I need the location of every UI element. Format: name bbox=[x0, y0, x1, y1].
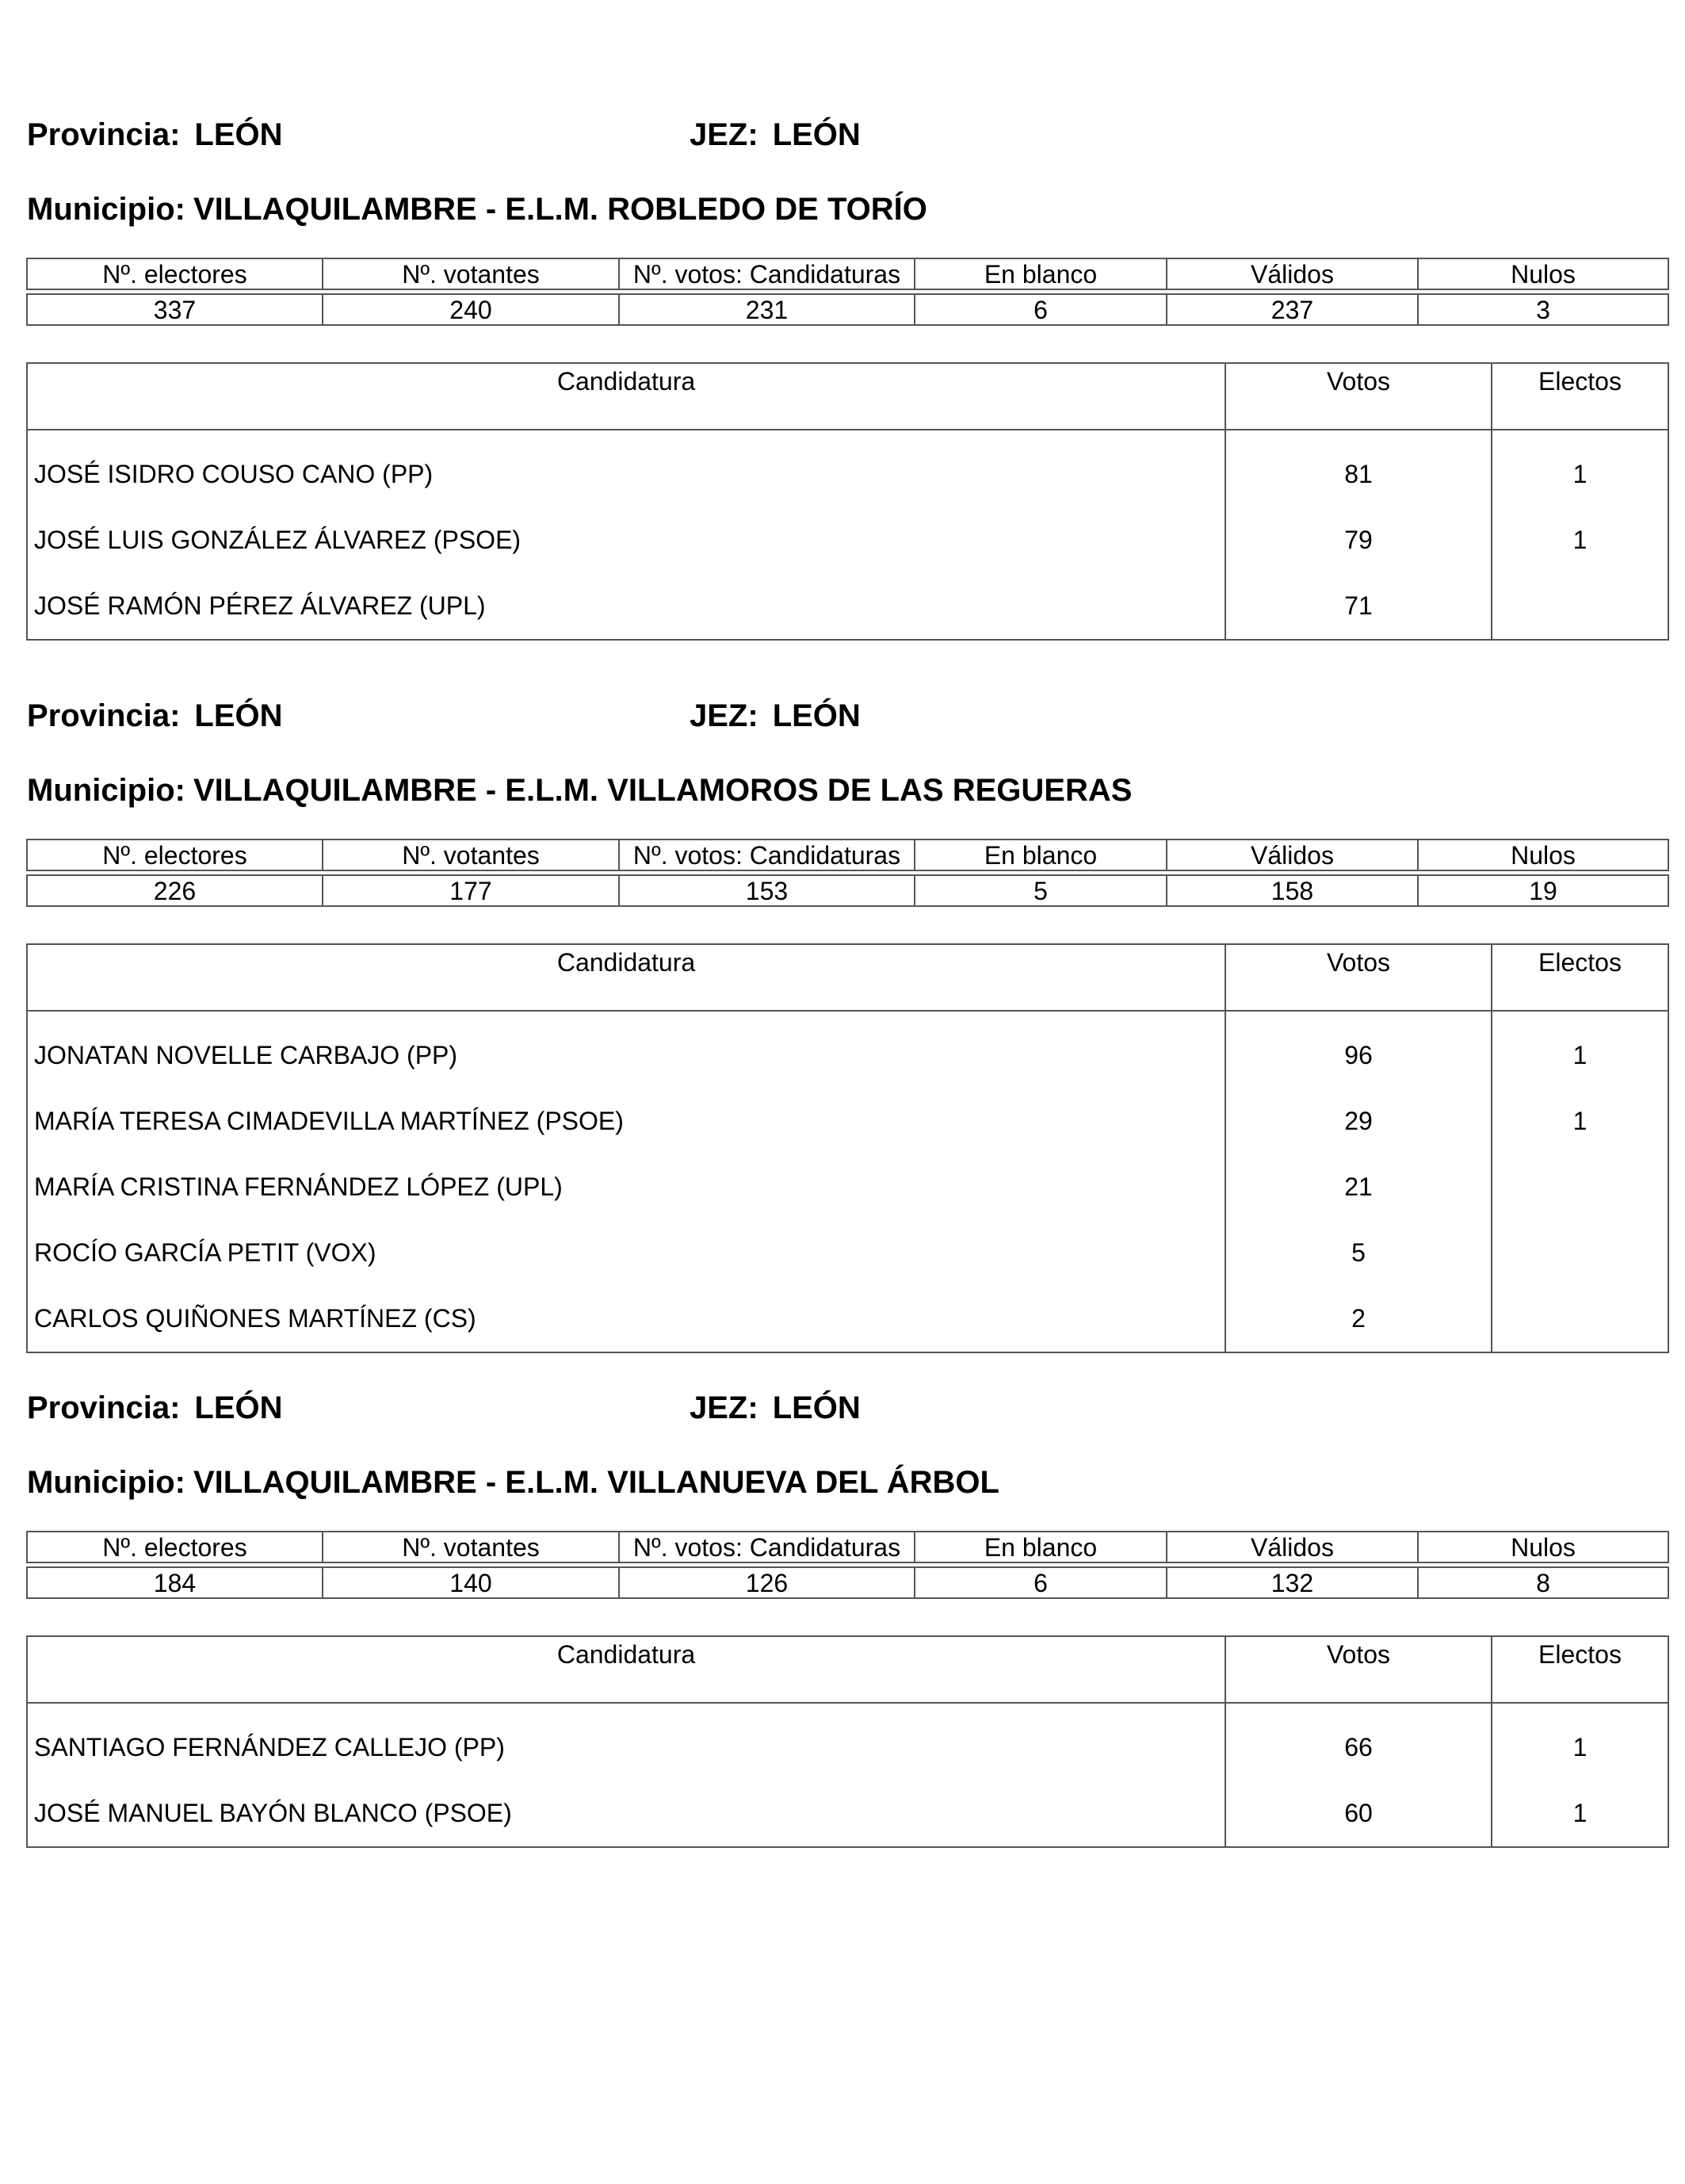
summary-header-cell: Nº. votantes bbox=[323, 840, 619, 870]
candidate-row bbox=[27, 1088, 1668, 1154]
electos-header: Electos bbox=[1492, 1636, 1668, 1703]
summary-value-cell: 5 bbox=[915, 875, 1167, 906]
summary-value-cell: 126 bbox=[619, 1567, 915, 1598]
candidates-table bbox=[26, 943, 1669, 1353]
summary-value-cell: 153 bbox=[619, 875, 915, 906]
summary-value-cell: 6 bbox=[915, 1567, 1167, 1598]
summary-value-cell: 158 bbox=[1167, 875, 1418, 906]
candidate-row bbox=[27, 430, 1668, 507]
votos-header: Votos bbox=[1225, 363, 1492, 430]
summary-values-row bbox=[27, 875, 1668, 906]
candidates-header-row bbox=[27, 1636, 1668, 1703]
summary-values-row bbox=[27, 1567, 1668, 1598]
summary-value-cell: 3 bbox=[1418, 294, 1668, 325]
summary-value-cell: 177 bbox=[323, 875, 619, 906]
summary-value-cell: 337 bbox=[27, 294, 323, 325]
municipio-heading: Municipio: VILLAQUILAMBRE - E.L.M. VILLANUEVA DEL ÁRBOL bbox=[27, 1465, 999, 1500]
summary-table bbox=[26, 1531, 1669, 1599]
electos-header: Electos bbox=[1492, 944, 1668, 1011]
candidate-name: MARÍA CRISTINA FERNÁNDEZ LÓPEZ (UPL) bbox=[27, 1154, 1225, 1220]
candidate-votes: 2 bbox=[1225, 1286, 1492, 1352]
summary-value-cell: 226 bbox=[27, 875, 323, 906]
provincia-heading: Provincia: LEÓN bbox=[27, 698, 283, 733]
candidate-name: JOSÉ RAMÓN PÉREZ ÁLVAREZ (UPL) bbox=[27, 573, 1225, 640]
candidates-header-row bbox=[27, 363, 1668, 430]
candidate-electos bbox=[1492, 573, 1668, 640]
summary-header-cell: Nº. electores bbox=[27, 258, 323, 289]
summary-header-cell: En blanco bbox=[915, 258, 1167, 289]
candidate-electos: 1 bbox=[1492, 1011, 1668, 1088]
municipio-heading: Municipio: VILLAQUILAMBRE - E.L.M. ROBLEDO DE TORÍO bbox=[27, 192, 927, 227]
provincia-heading: Provincia: LEÓN bbox=[27, 1390, 283, 1425]
candidate-row bbox=[27, 1703, 1668, 1780]
summary-header-cell: Nº. votos: Candidaturas bbox=[619, 258, 915, 289]
candidate-name: JONATAN NOVELLE CARBAJO (PP) bbox=[27, 1011, 1225, 1088]
candidate-electos: 1 bbox=[1492, 1780, 1668, 1847]
jez-heading: JEZ: LEÓN bbox=[690, 117, 861, 152]
summary-table bbox=[26, 258, 1669, 326]
provincia-heading: Provincia: LEÓN bbox=[27, 117, 283, 152]
summary-header-cell: Nulos bbox=[1418, 1532, 1668, 1562]
candidate-name: JOSÉ ISIDRO COUSO CANO (PP) bbox=[27, 430, 1225, 507]
summary-header-cell: Válidos bbox=[1167, 258, 1418, 289]
summary-value-cell: 231 bbox=[619, 294, 915, 325]
summary-value-cell: 6 bbox=[915, 294, 1167, 325]
summary-value-cell: 132 bbox=[1167, 1567, 1418, 1598]
candidate-votes: 21 bbox=[1225, 1154, 1492, 1220]
summary-value-cell: 237 bbox=[1167, 294, 1418, 325]
candidate-row bbox=[27, 1011, 1668, 1088]
candidate-row bbox=[27, 507, 1668, 573]
candidate-electos: 1 bbox=[1492, 1703, 1668, 1780]
candidatura-header: Candidatura bbox=[27, 944, 1225, 1011]
candidate-votes: 66 bbox=[1225, 1703, 1492, 1780]
candidate-name: JOSÉ MANUEL BAYÓN BLANCO (PSOE) bbox=[27, 1780, 1225, 1847]
candidate-row bbox=[27, 1154, 1668, 1220]
summary-value-cell: 140 bbox=[323, 1567, 619, 1598]
votos-header: Votos bbox=[1225, 1636, 1492, 1703]
electos-header: Electos bbox=[1492, 363, 1668, 430]
candidate-electos: 1 bbox=[1492, 430, 1668, 507]
candidate-row bbox=[27, 1286, 1668, 1352]
candidate-row bbox=[27, 573, 1668, 640]
candidate-name: JOSÉ LUIS GONZÁLEZ ÁLVAREZ (PSOE) bbox=[27, 507, 1225, 573]
candidate-electos bbox=[1492, 1286, 1668, 1352]
candidate-votes: 81 bbox=[1225, 430, 1492, 507]
summary-header-row bbox=[27, 840, 1668, 870]
candidate-electos: 1 bbox=[1492, 507, 1668, 573]
candidate-name: SANTIAGO FERNÁNDEZ CALLEJO (PP) bbox=[27, 1703, 1225, 1780]
summary-header-cell: En blanco bbox=[915, 840, 1167, 870]
candidate-name: MARÍA TERESA CIMADEVILLA MARTÍNEZ (PSOE) bbox=[27, 1088, 1225, 1154]
summary-header-row bbox=[27, 258, 1668, 289]
candidate-electos bbox=[1492, 1220, 1668, 1286]
candidate-votes: 5 bbox=[1225, 1220, 1492, 1286]
candidate-votes: 71 bbox=[1225, 573, 1492, 640]
candidatura-header: Candidatura bbox=[27, 363, 1225, 430]
candidates-table bbox=[26, 1635, 1669, 1848]
summary-header-cell: Nº. votos: Candidaturas bbox=[619, 840, 915, 870]
summary-value-cell: 240 bbox=[323, 294, 619, 325]
summary-header-cell: En blanco bbox=[915, 1532, 1167, 1562]
summary-header-cell: Nº. votantes bbox=[323, 1532, 619, 1562]
summary-value-cell: 8 bbox=[1418, 1567, 1668, 1598]
summary-header-row bbox=[27, 1532, 1668, 1562]
municipio-heading: Municipio: VILLAQUILAMBRE - E.L.M. VILLAMOROS DE LAS REGUERAS bbox=[27, 773, 1133, 808]
votos-header: Votos bbox=[1225, 944, 1492, 1011]
summary-header-cell: Nulos bbox=[1418, 258, 1668, 289]
candidate-row bbox=[27, 1220, 1668, 1286]
candidate-name: ROCÍO GARCÍA PETIT (VOX) bbox=[27, 1220, 1225, 1286]
summary-header-cell: Nº. votos: Candidaturas bbox=[619, 1532, 915, 1562]
candidates-table bbox=[26, 362, 1669, 641]
summary-header-cell: Válidos bbox=[1167, 1532, 1418, 1562]
summary-header-cell: Válidos bbox=[1167, 840, 1418, 870]
candidate-name: CARLOS QUIÑONES MARTÍNEZ (CS) bbox=[27, 1286, 1225, 1352]
candidate-row bbox=[27, 1780, 1668, 1847]
candidate-votes: 60 bbox=[1225, 1780, 1492, 1847]
summary-table bbox=[26, 839, 1669, 907]
summary-values-row bbox=[27, 294, 1668, 325]
summary-value-cell: 184 bbox=[27, 1567, 323, 1598]
candidate-electos: 1 bbox=[1492, 1088, 1668, 1154]
summary-header-cell: Nº. electores bbox=[27, 1532, 323, 1562]
jez-heading: JEZ: LEÓN bbox=[690, 1390, 861, 1425]
candidate-electos bbox=[1492, 1154, 1668, 1220]
candidate-votes: 79 bbox=[1225, 507, 1492, 573]
candidatura-header: Candidatura bbox=[27, 1636, 1225, 1703]
candidates-header-row bbox=[27, 944, 1668, 1011]
summary-value-cell: 19 bbox=[1418, 875, 1668, 906]
candidate-votes: 29 bbox=[1225, 1088, 1492, 1154]
summary-header-cell: Nº. votantes bbox=[323, 258, 619, 289]
jez-heading: JEZ: LEÓN bbox=[690, 698, 861, 733]
candidate-votes: 96 bbox=[1225, 1011, 1492, 1088]
summary-header-cell: Nulos bbox=[1418, 840, 1668, 870]
summary-header-cell: Nº. electores bbox=[27, 840, 323, 870]
